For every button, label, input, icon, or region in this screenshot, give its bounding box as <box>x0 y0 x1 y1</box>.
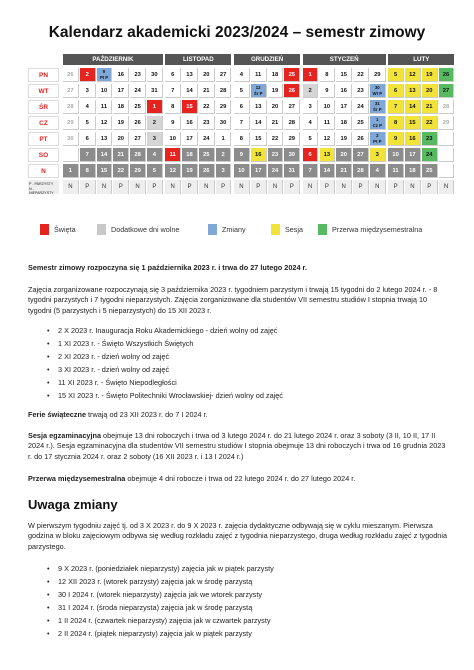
calendar-day-cell: 26 <box>63 68 79 82</box>
weekday-label: SO <box>28 148 59 162</box>
calendar-day-cell: 27 <box>284 100 300 114</box>
calendar-day-cell: 11 <box>388 164 404 178</box>
calendar-day-cell: 20 <box>113 132 129 146</box>
month-header: GRUDZIEŃ <box>234 54 300 65</box>
calendar-day-cell: 27 <box>439 84 455 98</box>
calendar-day-cell: 22 <box>113 164 129 178</box>
calendar-day-cell: 16 <box>251 148 267 162</box>
calendar-day-cell: 9 <box>320 84 336 98</box>
calendar-day-cell: 21 <box>113 148 129 162</box>
calendar-day-cell: 7 <box>80 148 96 162</box>
calendar-day-cell: 29 <box>370 68 386 82</box>
calendar-day-cell: 18 <box>182 148 198 162</box>
calendar-day-cell: 26 <box>353 132 369 146</box>
calendar-day-cell: 28 <box>439 100 455 114</box>
calendar-day-cell: 30 <box>216 116 232 130</box>
changes-paragraph: W pierwszym tygodniu zajęć tj. od 3 X 2023 r. do 9 X 2023 r. zajęcia dydaktyczne odbywają się w cyklu mieszanym. Pierwsza godzina w bloku zajęciowym odbywa się według rozkładu zajęć z tygodnia nieparzystego, druga według rozkładu zajęć z tygodnia parzystego. <box>28 521 447 551</box>
calendar-day-cell: 27 <box>130 132 146 146</box>
legend-label: Przerwa międzysemestralna <box>332 225 423 234</box>
parity-cell: P <box>80 180 96 194</box>
list-item: • 1 XI 2023 r. - Święto Wszystkich Świętych <box>58 338 458 351</box>
calendar-grid <box>28 54 450 214</box>
calendar-day-cell: 18 <box>405 164 421 178</box>
calendar-day-cell: 11 <box>165 148 181 162</box>
calendar-day-cell: 24 <box>268 164 284 178</box>
calendar-day-cell: 3 <box>80 84 96 98</box>
list-item: • 12 XII 2023 r. (wtorek parzysty) zajęcia jak w środę parzystą <box>58 576 458 589</box>
calendar-day-cell: 10 <box>97 84 113 98</box>
calendar-day-cell: 23 <box>130 68 146 82</box>
calendar-day-cell: 13 <box>320 148 336 162</box>
calendar-day-cell: 28 <box>216 84 232 98</box>
calendar-day-cell: 24 <box>199 132 215 146</box>
calendar-day-cell: 9 <box>234 148 250 162</box>
parity-cell: P <box>147 180 163 194</box>
calendar-day-cell: 8 <box>165 100 181 114</box>
calendar-day-cell: 17 <box>251 164 267 178</box>
parity-cell: N <box>439 180 455 194</box>
list-item: • 31 I 2024 r. (środa nieparzysta) zajęcia jak w środę parzystą <box>58 602 458 615</box>
legend-swatch <box>40 224 49 235</box>
calendar-day-cell: 19 <box>336 132 352 146</box>
calendar-day-cell: 29 <box>439 116 455 130</box>
parity-cell: P <box>182 180 198 194</box>
calendar-day-cell: 25 <box>199 148 215 162</box>
calendar-day-cell: 30 <box>147 68 163 82</box>
calendar-day-cell: 4 <box>370 164 386 178</box>
calendar-day-cell: 1 <box>63 164 79 178</box>
legend-swatch <box>271 224 280 235</box>
przerwa-text: Przerwa międzysemestralna obejmuje 4 dni robocze i trwa od 22 lutego 2024 r. do 27 lutego 2024 r. <box>28 474 356 483</box>
parity-cell: N <box>336 180 352 194</box>
weekday-label: PT <box>28 132 59 146</box>
calendar-day-cell: 27 <box>63 84 79 98</box>
month-header: STYCZEŃ <box>303 54 386 65</box>
calendar-day-cell: 25 <box>353 116 369 130</box>
weekday-label: PN <box>28 68 59 82</box>
calendar-day-cell <box>439 132 455 146</box>
calendar-day-cell: 21 <box>336 164 352 178</box>
calendar-day-cell: 19 <box>113 116 129 130</box>
calendar-day-cell: 28 <box>284 116 300 130</box>
calendar-day-cell: 21 <box>268 116 284 130</box>
calendar-day-cell: 22 <box>268 132 284 146</box>
calendar-day-cell: 12 <box>97 116 113 130</box>
calendar-day-cell: 29 <box>284 132 300 146</box>
changes-list <box>58 563 458 640</box>
calendar-day-cell: 6 <box>303 148 319 162</box>
legend-label: Zmiany <box>222 225 246 234</box>
list-item: • 2 XI 2023 r. - dzień wolny od zajęć <box>58 351 458 364</box>
calendar-day-cell: 10 <box>388 148 404 162</box>
calendar-day-cell: 6 <box>388 84 404 98</box>
weekday-label: CZ <box>28 116 59 130</box>
calendar-day-cell: 17 <box>405 148 421 162</box>
calendar-day-cell: 19 <box>182 164 198 178</box>
calendar-day-cell: 10 <box>320 100 336 114</box>
list-item: • 11 XI 2023 r. - Święto Niepodległości <box>58 377 458 390</box>
calendar-day-cell: 26 <box>284 84 300 98</box>
calendar-day-cell: 20 <box>422 84 438 98</box>
parity-cell: P <box>113 180 129 194</box>
calendar-day-cell: 29 <box>130 164 146 178</box>
calendar-day-cell: 21 <box>199 84 215 98</box>
calendar-day-cell: 25 <box>130 100 146 114</box>
calendar-day-cell: 3 <box>216 164 232 178</box>
calendar-day-cell: 9 Pt P <box>97 68 113 82</box>
calendar-day-cell: 24 <box>422 148 438 162</box>
parity-cell: N <box>97 180 113 194</box>
calendar-day-cell: 14 <box>320 164 336 178</box>
calendar-day-cell: 1 <box>147 100 163 114</box>
calendar-day-cell: 19 <box>422 68 438 82</box>
list-item: • 1 II 2024 r. (czwartek nieparzysty) zajęcia jak w czwartek parzysty <box>58 615 458 628</box>
calendar-day-cell: 10 <box>165 132 181 146</box>
parity-cell: N <box>63 180 79 194</box>
calendar-day-cell: 20 <box>199 68 215 82</box>
calendar-day-cell: 13 <box>182 68 198 82</box>
calendar-day-cell: 7 <box>303 164 319 178</box>
calendar-day-cell: 6 <box>165 68 181 82</box>
parity-cell: N <box>234 180 250 194</box>
weekday-label: N <box>28 164 59 178</box>
weekday-label: ŚR <box>28 100 59 114</box>
sesja-text: Sesja egzaminacyjna obejmuje 13 dni roboczych i trwa od 3 lutego 2024 r. do 21 lutego 2024 r. oraz 3 soboty (3 II, 10 II, 17 II 2024 r.). Sesja egzaminacyjna dla studentów VII semestru studiów I stopnia obejmuje 13 dni roboczych i trwa od 16 grudnia 2023 r. do 17 stycznia 2024 r. oraz 2 soboty (16 XII 2023 r. i 13 I 2024 r.) <box>28 431 446 461</box>
month-header: LUTY <box>388 54 454 65</box>
calendar-day-cell: 6 <box>234 100 250 114</box>
month-header: LISTOPAD <box>165 54 231 65</box>
parity-cell: N <box>370 180 386 194</box>
calendar-day-cell: 5 <box>147 164 163 178</box>
calendar-day-cell: 29 <box>216 100 232 114</box>
calendar-day-cell: 15 <box>336 68 352 82</box>
calendar-day-cell: 15 <box>182 100 198 114</box>
calendar-day-cell: 13 <box>97 132 113 146</box>
calendar-day-cell: 23 <box>199 116 215 130</box>
calendar-day-cell: 17 <box>336 100 352 114</box>
calendar-day-cell: 13 <box>405 84 421 98</box>
calendar-day-cell: 20 <box>336 148 352 162</box>
calendar-day-cell: 15 <box>405 116 421 130</box>
calendar-day-cell: 14 <box>251 116 267 130</box>
calendar-day-cell: 15 <box>251 132 267 146</box>
calendar-day-cell: 29 <box>63 116 79 130</box>
calendar-day-cell: 17 <box>113 84 129 98</box>
calendar-day-cell: 2 <box>216 148 232 162</box>
calendar-day-cell: 30 <box>63 132 79 146</box>
calendar-day-cell: 22 <box>199 100 215 114</box>
legend-label: Dodatkowe dni wolne <box>111 225 180 234</box>
holiday-list <box>58 325 458 402</box>
calendar-day-cell: 26 <box>130 116 146 130</box>
legend-swatch <box>318 224 327 235</box>
calendar-day-cell: 21 <box>422 100 438 114</box>
calendar-day-cell: 12 <box>165 164 181 178</box>
calendar-day-cell: 16 <box>182 116 198 130</box>
calendar-day-cell: 24 <box>353 100 369 114</box>
calendar-day-cell: 8 <box>80 164 96 178</box>
calendar-day-cell <box>439 164 455 178</box>
calendar-day-cell: 11 <box>251 68 267 82</box>
calendar-day-cell: 31 Śr P <box>370 100 386 114</box>
calendar-day-cell: 25 <box>422 164 438 178</box>
calendar-day-cell: 18 <box>113 100 129 114</box>
calendar-day-cell: 31 <box>147 84 163 98</box>
parity-cell: N <box>405 180 421 194</box>
parity-cell: P <box>284 180 300 194</box>
calendar-day-cell: 30 Wt P <box>370 84 386 98</box>
paragraph-schedule: Zajęcia zorganizowane rozpoczynają się 3 października 2023 r. tygodniem parzystym i trwają 15 tygodni do 2 lutego 2024 r. - 8 tygodni parzystych i 7 tygodni nieparzystych. Zajęcia zorganizowane dla studentów VII semestru studiów I stopnia trwają 10 tygodni (5 parzystych i 5 nieparzystych) do 15 XII 2023 r. <box>28 285 438 315</box>
parity-cell: N <box>199 180 215 194</box>
calendar-day-cell: 28 <box>130 148 146 162</box>
calendar-day-cell: 1 <box>216 132 232 146</box>
calendar-day-cell: 3 <box>147 132 163 146</box>
calendar-day-cell: 15 <box>97 164 113 178</box>
parity-cell: P <box>422 180 438 194</box>
calendar-day-cell: 2 <box>147 116 163 130</box>
calendar-day-cell: 26 <box>199 164 215 178</box>
calendar-day-cell: 5 <box>80 116 96 130</box>
calendar-day-cell: 17 <box>182 132 198 146</box>
calendar-day-cell: 4 <box>80 100 96 114</box>
parity-cell: N <box>303 180 319 194</box>
calendar-day-cell: 2 Pt P <box>370 132 386 146</box>
calendar-day-cell: 5 <box>388 68 404 82</box>
calendar-day-cell: 27 <box>353 148 369 162</box>
calendar-day-cell: 7 <box>234 116 250 130</box>
calendar-day-cell: 23 <box>268 148 284 162</box>
legend-label: Sesja <box>285 225 303 234</box>
calendar-day-cell: 16 <box>336 84 352 98</box>
calendar-day-cell: 1 <box>303 68 319 82</box>
calendar-day-cell: 24 <box>130 84 146 98</box>
parity-cell: P <box>353 180 369 194</box>
parity-cell: P <box>320 180 336 194</box>
parity-cell: N <box>268 180 284 194</box>
calendar-day-cell: 9 <box>388 132 404 146</box>
weekday-label: WT <box>28 84 59 98</box>
calendar-day-cell <box>63 148 79 162</box>
calendar-day-cell: 25 <box>284 68 300 82</box>
parity-cell: N <box>165 180 181 194</box>
calendar-day-cell: 12 Śr P <box>251 84 267 98</box>
calendar-day-cell: 19 <box>268 84 284 98</box>
calendar-day-cell: 2 <box>303 84 319 98</box>
calendar-day-cell: 9 <box>165 116 181 130</box>
list-item: • 2 X 2023 r. Inauguracja Roku Akademickiego - dzień wolny od zajęć <box>58 325 458 338</box>
calendar-day-cell: 3 <box>370 148 386 162</box>
changes-heading: Uwaga zmiany <box>28 497 118 512</box>
ferie-text: Ferie świąteczne trwają od 23 XII 2023 r. do 7 I 2024 r. <box>28 410 208 419</box>
parity-cell: P <box>216 180 232 194</box>
calendar-day-cell: 23 <box>353 84 369 98</box>
calendar-day-cell: 2 <box>80 68 96 82</box>
calendar-day-cell: 4 <box>234 68 250 82</box>
calendar-day-cell: 14 <box>405 100 421 114</box>
calendar-day-cell: 1 Cz P <box>370 116 386 130</box>
month-header: PAŹDZIERNIK <box>63 54 163 65</box>
page-title: Kalendarz akademicki 2023/2024 – semestr zimowy <box>48 24 426 41</box>
parity-legend-label: P - PARZYSTY N - NIEPARZYSTY <box>28 180 59 194</box>
calendar-day-cell: 5 <box>303 132 319 146</box>
calendar-day-cell: 8 <box>320 68 336 82</box>
calendar-day-cell: 23 <box>422 132 438 146</box>
calendar-day-cell: 11 <box>97 100 113 114</box>
calendar-day-cell: 27 <box>216 68 232 82</box>
legend <box>40 224 460 236</box>
calendar-day-cell: 18 <box>268 68 284 82</box>
calendar-day-cell: 31 <box>284 164 300 178</box>
legend-label: Święta <box>54 225 76 234</box>
calendar-day-cell: 8 <box>388 116 404 130</box>
intro-text: Semestr zimowy rozpoczyna się 1 października 2023 r. i trwa do 27 lutego 2024 r. <box>28 263 308 272</box>
legend-swatch <box>208 224 217 235</box>
calendar-day-cell: 12 <box>320 132 336 146</box>
calendar-day-cell: 3 <box>303 100 319 114</box>
calendar-day-cell: 16 <box>405 132 421 146</box>
calendar-day-cell: 18 <box>336 116 352 130</box>
list-item: • 15 XI 2023 r. - Święto Politechniki Wrocławskiej- dzień wolny od zajęć <box>58 390 458 403</box>
calendar-day-cell: 20 <box>268 100 284 114</box>
calendar-day-cell <box>439 148 455 162</box>
calendar-day-cell: 14 <box>97 148 113 162</box>
list-item: • 9 X 2023 r. (poniedziałek nieparzysty) zajęcia jak w piątek parzysty <box>58 563 458 576</box>
list-item: • 3 XI 2023 r. - dzień wolny od zajęć <box>58 364 458 377</box>
calendar-day-cell: 28 <box>63 100 79 114</box>
parity-cell: P <box>388 180 404 194</box>
calendar-day-cell: 26 <box>439 68 455 82</box>
calendar-day-cell: 22 <box>353 68 369 82</box>
calendar-day-cell: 28 <box>353 164 369 178</box>
calendar-day-cell: 10 <box>234 164 250 178</box>
calendar-day-cell: 16 <box>113 68 129 82</box>
parity-cell: N <box>130 180 146 194</box>
list-item: • 2 II 2024 r. (piątek nieparzysty) zajęcia jak w piątek parzysty <box>58 628 458 641</box>
calendar-day-cell: 8 <box>234 132 250 146</box>
calendar-day-cell: 4 <box>147 148 163 162</box>
calendar-day-cell: 13 <box>251 100 267 114</box>
calendar-day-cell: 4 <box>303 116 319 130</box>
legend-swatch <box>97 224 106 235</box>
calendar-day-cell: 7 <box>165 84 181 98</box>
calendar-day-cell: 6 <box>80 132 96 146</box>
calendar-day-cell: 11 <box>320 116 336 130</box>
calendar-day-cell: 12 <box>405 68 421 82</box>
calendar-day-cell: 30 <box>284 148 300 162</box>
calendar-day-cell: 7 <box>388 100 404 114</box>
calendar-day-cell: 5 <box>234 84 250 98</box>
calendar-day-cell: 14 <box>182 84 198 98</box>
calendar-day-cell: 22 <box>422 116 438 130</box>
list-item: • 30 I 2024 r. (wtorek nieparzysty) zajęcia jak we wtorek parzysty <box>58 589 458 602</box>
parity-cell: P <box>251 180 267 194</box>
